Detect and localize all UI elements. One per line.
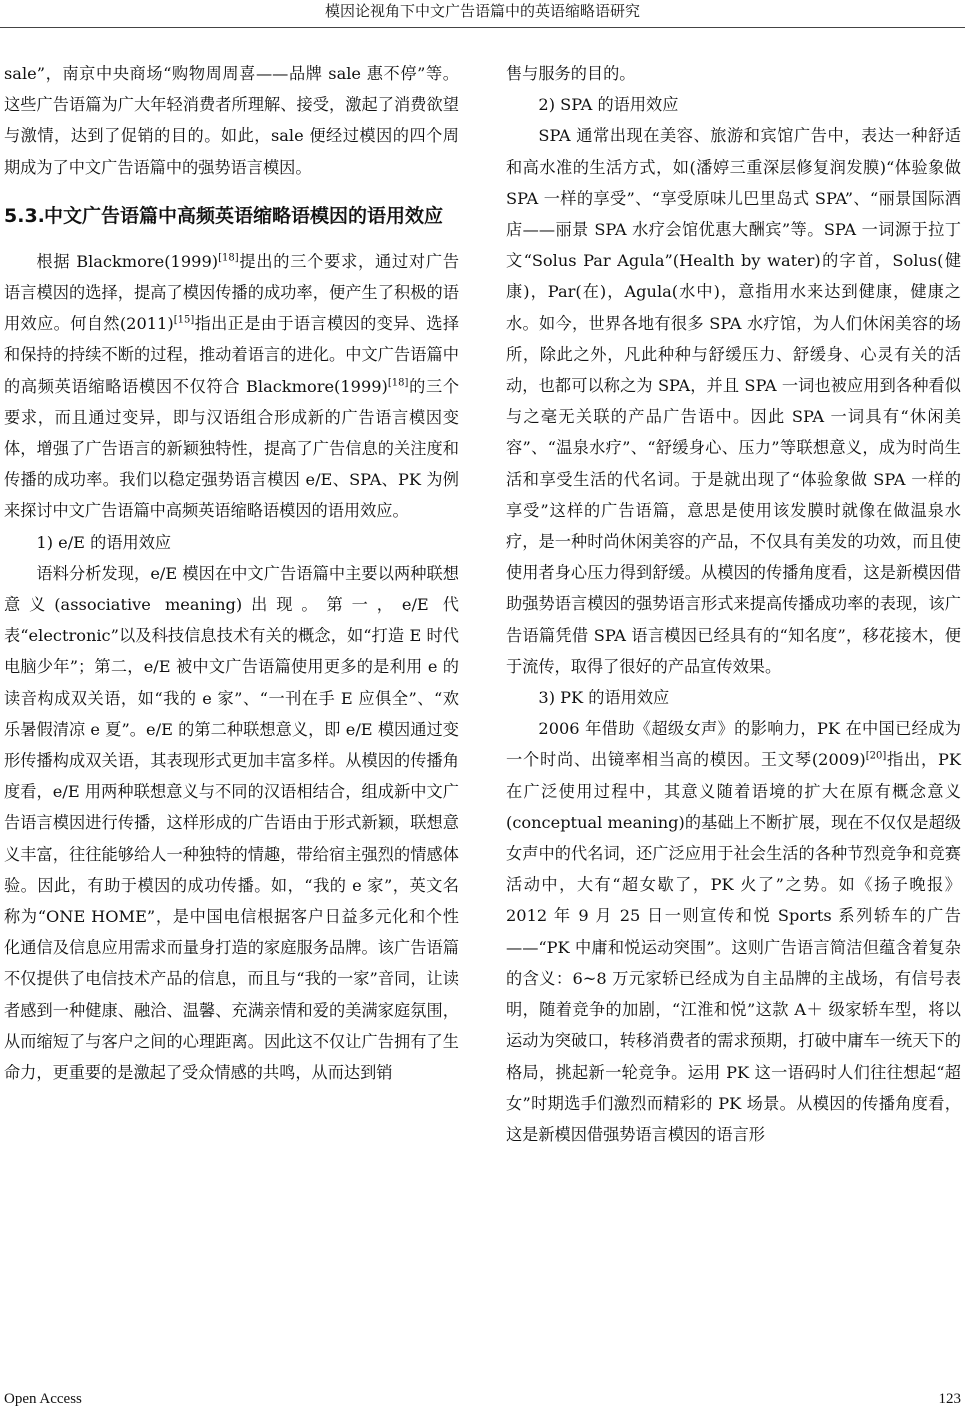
paragraph: sale”，南京中央商场“购物周周喜——品牌 sale 惠不停”等。这些广告语篇为广大年轻消费者所理解、接受，激起了消费欲望与激情，达到了促销的目的。如此，sale 便经过模因的四个周期成为了中文广告语篇中的强势语言模因。	[4, 64, 459, 177]
text-run: 提出的三个要求，通过对广告语言模因的选择，提高了模因传播的成功率，便产生了积极的语用效应。何自然(2011)	[4, 251, 460, 334]
text-run: 指出正是由于语言模因的变异、选择和保持的持续不断的过程，推动着语言的进化。中文广告语篇中的高频英语缩略语模因不仅符合 Blackmore(1999)	[4, 314, 460, 396]
running-header	[0, 0, 965, 28]
citation-ref: [18]	[218, 252, 239, 264]
citation-ref: [20]	[865, 751, 887, 763]
section-title: 中文广告语篇中高频英语缩略语模因的语用效应	[44, 204, 444, 227]
footer-journal: Open Access	[4, 1391, 82, 1407]
subsection-heading: 3) PK 的语用效应	[538, 688, 670, 708]
citation-ref: [15]	[173, 314, 195, 326]
running-header-title: 模因论视角下中文广告语篇中的英语缩略语研究	[324, 2, 640, 20]
citation-ref: [18]	[387, 377, 409, 389]
subsection-heading: 1) e/E 的语用效应	[36, 532, 172, 552]
paragraph: SPA 通常出现在美容、旅游和宾馆广告中，表达一种舒适和高水准的生活方式，如(潘婷三重深层修复润发膜)“体验象做 SPA 一样的享受”、“享受原味儿巴里岛式 SPA”、“丽景国际酒店——丽景 SPA 水疗会馆优惠大酬宾”等。SPA 一词源于拉丁文“Solus Par Agula”(Health by water)的字首，Solus(健康)，Par(在)，Agula(水中)，意指用水来达到健康，健康之水。如今，世界各地有很多 SPA 水疗馆，为人们休闲美容的场所，除此之外，凡此种种与舒缓压力、舒缓身、心灵有关的活动，也都可以称之为 SPA，并且 SPA 一词也被应用到各种看似与之毫无关联的产品广告语中。因此 SPA 一词具有“休闲美容”、“温泉水疗”、“舒缓身心、压力”等联想意义，成为时尚生活和享受生活的代名词。于是就出现了“体验象做 SPA 一样的享受”这样的广告语篇，意思是使用该发膜时就像在做温泉水疗，是一种时尚休闲美容的产品，不仅具有美发的功效，而且使使用者身心压力得到舒缓。从模因的传播角度看，这是新模因借助强势语言模因的强势语言形式来提高传播成功率的表现，该广告语篇凭借 SPA 语言模因已经具有的“知名度”，移花接木，便于流传，取得了很好的产品宣传效果。	[506, 126, 961, 676]
paragraph	[506, 713, 961, 1150]
paragraph: 售与服务的目的。	[506, 64, 636, 83]
right-column	[506, 58, 961, 1150]
paragraph: 语料分析发现，e/E 模因在中文广告语篇中主要以两种联想意义(associative meaning)出现。第一，e/E 代表“electronic”以及科技信息技术有关的概念，如“打造 E 时代电脑少年”；第二，e/E 被中文广告语篇使用更多的是利用 e 的读音构成双关语，如“我的 e 家”、“一刊在手 E 应俱全”、“欢乐暑假清凉 e 夏”。e/E 的第二种联想意义，即 e/E 模因通过变形传播构成双关语，其表现形式更加丰富多样。从模因的传播角度看，e/E 用两种联想意义与不同的汉语相结合，组成新中文广告语言模因进行传播，这样形成的广告语由于形式新颖，联想意义丰富，往往能够给人一种独特的情趣，带给宿主强烈的情感体验。因此，有助于模因的成功传播。如，“我的 e 家”，英文名称为“ONE HOME”，是中国电信根据客户日益多元化和个性化通信及信息应用需求而量身打造的家庭服务品牌。该广告语篇不仅提供了电信技术产品的信息，而且与“我的一家”音同，让读者感到一种健康、融洽、温馨、充满亲情和爱的美满家庭氛围，从而缩短了与客户之间的心理距离。因此这不仅让广告拥有了生命力，更重要的是激起了受众情感的共鸣，从而达到销	[4, 563, 459, 1083]
section-number: 5.3.	[4, 204, 45, 227]
section-heading	[4, 201, 459, 232]
page-number: 123	[938, 1391, 961, 1407]
paragraph	[4, 246, 459, 527]
text-run: 指出，PK 在广泛使用过程中，其意义随着语境的扩大在原有概念意义(conceptual meaning)的基础上不断扩展，现在不仅仅是超级女声中的代名词，还广泛应用于社会生活的各种节烈竞争和竞赛活动中，大有“超女歇了，PK 火了”之势。如《扬子晚报》2012 年 9 月 25 日一则宣传和悦 Sports 系列轿车的广告——“PK 中庸和悦运动突围”。这则广告语言简洁但蕴含着复杂的含义：6~8 万元家轿已经成为自主品牌的主战场，有信号表明，随着竞争的加剧，“江淮和悦”这款 A＋ 级家轿车型，将以运动为突破口，转移消费者的需求预期，打破中庸车一统天下的格局，挑起新一轮竞争。运用 PK 这一语码时人们往往想起“超女”时期选手们激烈而精彩的 PK 场景。从模因的传播角度看，这是新模因借强势语言模因的语言形	[506, 750, 961, 1144]
subsection-heading: 2) SPA 的语用效应	[538, 95, 679, 115]
text-run: 2006 年借助《超级女声》的影响力，PK 在中国已经成为一个时尚、出镜率相当高的模因。王文琴(2009)	[506, 719, 961, 770]
left-column	[4, 58, 459, 1088]
page-footer	[0, 1388, 965, 1410]
text-run: 的三个要求，而且通过变异，即与汉语组合形成新的广告语言模因变体，增强了广告语言的新颖独特性，提高了广告信息的关注度和传播的成功率。我们以稳定强势语言模因 e/E、SPA、PK 为例来探讨中文广告语篇中高频英语缩略语模因的语用效应。	[4, 376, 460, 521]
text-run: 根据 Blackmore(1999)	[36, 251, 219, 271]
